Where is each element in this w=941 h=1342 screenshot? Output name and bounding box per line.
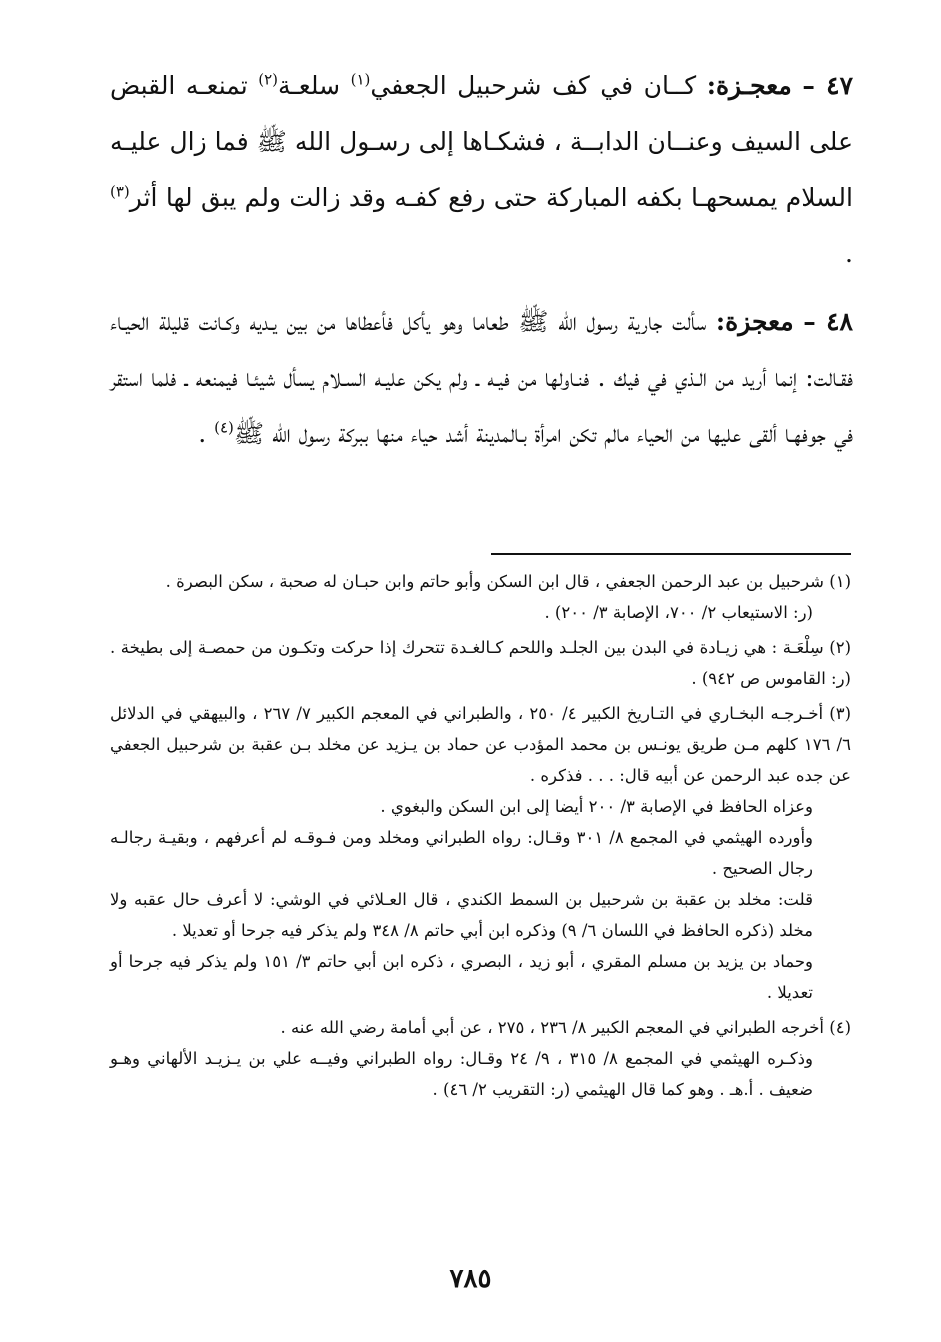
page-number: ٧٨٥ xyxy=(449,1264,492,1294)
footnote-4 xyxy=(110,1012,851,1105)
footnote-continuation: وأورده الهيثمي في المجمع ٨/ ٣٠١ وقـال: رواه الطبراني ومخلد ومن فـوقـه لم أعرفهم ، وبقيـة رجالـه رجال الصحيح . xyxy=(110,828,813,878)
entry-text: تمنعـه القبض على السيف وعنــان الدابــة ، فشكـاها إلى رسـول الله ﷺ فما زال عليـه السلام يمسحهـا بكفه المباركة حتى رفع كفـه وقد زالت ولم يبق لها أثر xyxy=(110,71,853,212)
footnote-marker: (٤) xyxy=(829,1018,851,1037)
footnote-marker: (١) xyxy=(829,572,851,591)
footnote-ref: (٢) xyxy=(258,70,279,89)
entry-label: معجزة: xyxy=(715,307,794,336)
entry-text: سألت جارية رسول الله ﷺ طعاما وهو يأكل فأعطاها من بين يـديه وكـانت قليلة الحيـاء فقـالت: إنما أريد من الـذي في فيك . فنـاولها من فيـه ـ ولم يكن عليـه السـلام يسأل شيئـا فيمنعه ـ فلما استقر في جوفهـا ألقى عليها من الحياء مالم تكن امرأة بـالمدينة أشد حياء منها ببركة رسول الله ﷺ xyxy=(110,307,853,448)
footnote-continuation: وحماد بن يزيد بن مسلم المقري ، أبو زيد ، البصري ، ذكره ابن أبي حاتم ٣/ ١٥١ ولم يذكر فيه جرحا أو تعديلا . xyxy=(110,952,813,1002)
entry-text: سلعـة xyxy=(278,71,341,100)
footnote-ref: (٣) xyxy=(110,182,130,201)
entry-label: معجـزة: xyxy=(706,71,792,100)
footnote-continuation: قلت: مخلد بن عقبة بن شرحبيل بن السمط الكندي ، قال العـلائي في الوشي: لا أعرف حال عقبه ولا مخلد (ذكره الحافظ في اللسان ٦/ ٩) وذكره ابن أبي حاتم ٨/ ٣٤٨ ولم يذكر فيه جرحا أو تعديلا . xyxy=(110,890,813,940)
footnote-marker: (٣) xyxy=(829,704,852,723)
footnotes xyxy=(110,566,851,1109)
footnote-continuation: (ر: الاستيعاب ٢/ ٧٠٠، الإصابة ٣/ ٢٠٠) . xyxy=(544,603,813,622)
main-text xyxy=(110,58,853,462)
footnote-ref: (١) xyxy=(350,70,371,89)
footnote-2 xyxy=(110,632,851,694)
footnote-separator xyxy=(491,553,851,555)
footnote-marker: (٢) xyxy=(829,638,852,657)
footnote-3 xyxy=(110,698,851,1008)
footnote-1 xyxy=(110,566,851,628)
entry-end: . xyxy=(845,239,853,268)
entry-text: كــان في كف شرحبيل الجعفي xyxy=(370,71,697,100)
entry-number: ٤٧ – xyxy=(802,71,853,100)
entry-end: . xyxy=(198,419,215,448)
footnote-continuation: وعزاه الحافظ في الإصابة ٣/ ٢٠٠ أيضا إلى ابن السكن والبغوي . xyxy=(380,797,813,816)
footnote-line: (١) شرحبيل بن عبد الرحمن الجعفي ، قال ابن السكن وأبو حاتم وابن حبـان له صحبة ، سكن البصرة . xyxy=(165,572,851,591)
footnote-line: (٢) سِلْعَـة : هي زيـادة في البدن بين الجلـد واللحم كـالغـدة تتحرك إذا حركت وتكـون من حمصـة إلى بطيخة . (ر: القاموس ص ٩٤٢) . xyxy=(110,638,852,688)
entry-number: ٤٨ – xyxy=(803,307,853,336)
entry-47 xyxy=(110,58,853,282)
footnote-line: (٣) أخـرجـه البخـاري في التـاريخ الكبير ٤/ ٢٥٠ ، والطبراني في المعجم الكبير ٧/ ٢٦٧ ، والبيهقي في الدلائل ٦/ ١٧٦ كلهم مـن طريق يونـس بن محمد المؤدب عن حماد بن يـزيد عن مخلد بـن عقبة بن شرحبيل الجعفي عن جده عبد الرحمن عن أبيه قال: . . . فذكره . xyxy=(110,704,852,785)
footnote-ref: (٤) xyxy=(214,418,234,437)
entry-48 xyxy=(110,294,853,462)
footnote-continuation: وذكـره الهيثمي في المجمع ٨/ ٣١٥ ، ٩/ ٢٤ وقـال: رواه الطبراني وفيــه علي بن يـزيـد الألهاني وهـو ضعيف . أ.هـ . وهو كما قال الهيثمي (ر: التقريب ٢/ ٤٦) . xyxy=(110,1049,813,1099)
footnote-line: (٤) أخرجه الطبراني في المعجم الكبير ٨/ ٢٣٦ ، ٢٧٥ ، عن أبي أمامة رضي الله عنه . xyxy=(280,1018,851,1037)
